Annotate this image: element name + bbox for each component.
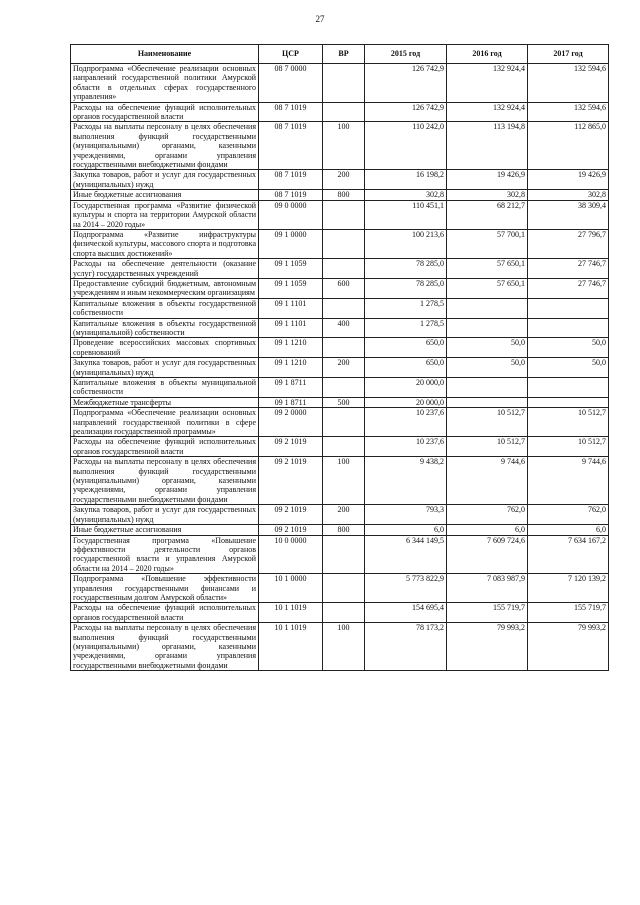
cell-2017: 38 309,4 <box>528 200 609 229</box>
table-row <box>71 358 609 378</box>
page-number: 27 <box>315 14 325 24</box>
cell-2017: 50,0 <box>528 338 609 358</box>
cell-2016: 57 700,1 <box>447 229 528 258</box>
table-row <box>71 64 609 103</box>
cell-name: Расходы на обеспечение функций исполнительных органов государственной власти <box>71 603 259 623</box>
cell-vr <box>323 200 365 229</box>
cell-name: Проведение всероссийских массовых спортивных соревнований <box>71 338 259 358</box>
cell-2017: 50,0 <box>528 358 609 378</box>
cell-2016: 79 993,2 <box>447 623 528 671</box>
cell-vr: 200 <box>323 170 365 190</box>
cell-name: Подпрограмма «Обеспечение реализации основных направлений государственной политики в сфере реализации государственной программы» <box>71 408 259 437</box>
table-row <box>71 437 609 457</box>
cell-vr <box>323 408 365 437</box>
table-row <box>71 298 609 318</box>
header-csr: ЦСР <box>259 45 323 64</box>
cell-2016: 68 212,7 <box>447 200 528 229</box>
cell-vr <box>323 298 365 318</box>
cell-2015: 110 242,0 <box>365 122 447 170</box>
cell-csr: 09 1 0000 <box>259 229 323 258</box>
cell-2017: 132 594,6 <box>528 102 609 122</box>
table-row <box>71 457 609 505</box>
cell-name: Подпрограмма «Повышение эффективности управления государственными финансами и государственным долгом Амурской области» <box>71 574 259 603</box>
cell-2017: 27 746,7 <box>528 278 609 298</box>
cell-2016: 302,8 <box>447 190 528 200</box>
table-row <box>71 229 609 258</box>
header-2017: 2017 год <box>528 45 609 64</box>
cell-2015: 126 742,9 <box>365 64 447 103</box>
cell-2017 <box>528 318 609 338</box>
cell-2016: 10 512,7 <box>447 408 528 437</box>
cell-2015: 10 237,6 <box>365 437 447 457</box>
cell-name: Расходы на обеспечение деятельности (оказание услуг) государственных учреждений <box>71 259 259 279</box>
cell-2017: 9 744,6 <box>528 457 609 505</box>
cell-vr <box>323 603 365 623</box>
cell-2015: 6,0 <box>365 525 447 535</box>
cell-2015: 154 695,4 <box>365 603 447 623</box>
cell-vr <box>323 574 365 603</box>
cell-csr: 08 7 1019 <box>259 102 323 122</box>
header-2016: 2016 год <box>447 45 528 64</box>
header-name: Наименование <box>71 45 259 64</box>
cell-csr: 10 1 0000 <box>259 574 323 603</box>
table-row <box>71 122 609 170</box>
cell-csr: 09 2 1019 <box>259 525 323 535</box>
table-row <box>71 259 609 279</box>
cell-csr: 08 7 1019 <box>259 190 323 200</box>
cell-2017: 155 719,7 <box>528 603 609 623</box>
cell-vr <box>323 378 365 398</box>
header-vr: ВР <box>323 45 365 64</box>
cell-csr: 09 2 1019 <box>259 437 323 457</box>
header-2015: 2015 год <box>365 45 447 64</box>
table-row <box>71 525 609 535</box>
cell-2016 <box>447 397 528 407</box>
cell-csr: 10 1 1019 <box>259 623 323 671</box>
cell-csr: 08 7 1019 <box>259 170 323 190</box>
cell-vr: 200 <box>323 358 365 378</box>
cell-name: Расходы на обеспечение функций исполнительных органов государственной власти <box>71 102 259 122</box>
cell-2016: 155 719,7 <box>447 603 528 623</box>
cell-csr: 09 1 8711 <box>259 397 323 407</box>
table-row <box>71 378 609 398</box>
cell-2015: 20 000,0 <box>365 397 447 407</box>
cell-2015: 16 198,2 <box>365 170 447 190</box>
cell-2015: 110 451,1 <box>365 200 447 229</box>
cell-2016: 9 744,6 <box>447 457 528 505</box>
cell-name: Закупка товаров, работ и услуг для государственных (муниципальных) нужд <box>71 505 259 525</box>
cell-2017 <box>528 378 609 398</box>
cell-2017: 132 594,6 <box>528 64 609 103</box>
cell-csr: 09 1 1210 <box>259 338 323 358</box>
cell-2016: 6,0 <box>447 525 528 535</box>
cell-vr: 100 <box>323 623 365 671</box>
cell-csr: 09 2 0000 <box>259 408 323 437</box>
cell-name: Государственная программа «Развитие физической культуры и спорта на территории Амурской области на 2014 – 2020 годы» <box>71 200 259 229</box>
cell-2017: 302,8 <box>528 190 609 200</box>
cell-2017: 10 512,7 <box>528 437 609 457</box>
cell-csr: 09 2 1019 <box>259 505 323 525</box>
cell-2016: 57 650,1 <box>447 259 528 279</box>
cell-csr: 09 0 0000 <box>259 200 323 229</box>
cell-2016: 113 194,8 <box>447 122 528 170</box>
cell-csr: 10 0 0000 <box>259 535 323 574</box>
cell-name: Закупка товаров, работ и услуг для государственных (муниципальных) нужд <box>71 170 259 190</box>
cell-2017: 112 865,0 <box>528 122 609 170</box>
cell-vr: 100 <box>323 122 365 170</box>
cell-name: Капитальные вложения в объекты государственной собственности <box>71 298 259 318</box>
cell-2015: 793,3 <box>365 505 447 525</box>
table-row <box>71 535 609 574</box>
cell-2015: 9 438,2 <box>365 457 447 505</box>
cell-2015: 650,0 <box>365 338 447 358</box>
cell-2017: 7 634 167,2 <box>528 535 609 574</box>
budget-table <box>70 44 609 671</box>
cell-2015: 78 173,2 <box>365 623 447 671</box>
cell-vr: 200 <box>323 505 365 525</box>
cell-2016: 132 924,4 <box>447 64 528 103</box>
table-row <box>71 505 609 525</box>
cell-2017: 7 120 139,2 <box>528 574 609 603</box>
cell-2017: 79 993,2 <box>528 623 609 671</box>
cell-vr <box>323 102 365 122</box>
cell-name: Предоставление субсидий бюджетным, автономным учреждениям и иным некоммерческим организациям <box>71 278 259 298</box>
table-row <box>71 170 609 190</box>
cell-name: Межбюджетные трансферты <box>71 397 259 407</box>
cell-2015: 1 278,5 <box>365 318 447 338</box>
cell-vr <box>323 535 365 574</box>
table-row <box>71 574 609 603</box>
cell-2016: 50,0 <box>447 338 528 358</box>
cell-vr <box>323 259 365 279</box>
cell-vr <box>323 338 365 358</box>
cell-name: Иные бюджетные ассигнования <box>71 190 259 200</box>
cell-2015: 78 285,0 <box>365 259 447 279</box>
table-row <box>71 408 609 437</box>
cell-csr: 09 1 8711 <box>259 378 323 398</box>
cell-2017: 27 746,7 <box>528 259 609 279</box>
cell-2015: 78 285,0 <box>365 278 447 298</box>
table-row <box>71 397 609 407</box>
cell-csr: 09 1 1059 <box>259 259 323 279</box>
cell-name: Закупка товаров, работ и услуг для государственных (муниципальных) нужд <box>71 358 259 378</box>
cell-name: Расходы на выплаты персоналу в целях обеспечения выполнения функций государственными (муниципальными) органами, казенными учреждениями, органами управления государственными внебюджетными фондами <box>71 623 259 671</box>
cell-vr: 600 <box>323 278 365 298</box>
cell-2017 <box>528 298 609 318</box>
cell-2017: 762,0 <box>528 505 609 525</box>
cell-vr: 400 <box>323 318 365 338</box>
cell-2016 <box>447 318 528 338</box>
cell-2015: 20 000,0 <box>365 378 447 398</box>
cell-name: Государственная программа «Повышение эффективности деятельности органов государственной власти и управления Амурской области на 2014 – 2020 годы» <box>71 535 259 574</box>
cell-2016 <box>447 298 528 318</box>
cell-name: Подпрограмма «Развитие инфраструктуры физической культуры, массового спорта и подготовка спорта высших достижений» <box>71 229 259 258</box>
cell-2016: 50,0 <box>447 358 528 378</box>
cell-vr: 800 <box>323 525 365 535</box>
cell-csr: 09 1 1059 <box>259 278 323 298</box>
table-row <box>71 102 609 122</box>
cell-vr: 100 <box>323 457 365 505</box>
cell-name: Расходы на обеспечение функций исполнительных органов государственной власти <box>71 437 259 457</box>
table-row <box>71 190 609 200</box>
table-row <box>71 603 609 623</box>
cell-2016: 10 512,7 <box>447 437 528 457</box>
cell-csr: 09 1 1210 <box>259 358 323 378</box>
cell-2016: 57 650,1 <box>447 278 528 298</box>
cell-2016: 7 083 987,9 <box>447 574 528 603</box>
cell-2017: 27 796,7 <box>528 229 609 258</box>
cell-csr: 10 1 1019 <box>259 603 323 623</box>
cell-csr: 08 7 1019 <box>259 122 323 170</box>
cell-2017: 6,0 <box>528 525 609 535</box>
cell-name: Капитальные вложения в объекты государственной (муниципальной) собственности <box>71 318 259 338</box>
cell-vr <box>323 229 365 258</box>
cell-2015: 302,8 <box>365 190 447 200</box>
cell-name: Расходы на выплаты персоналу в целях обеспечения выполнения функций государственными (муниципальными) органами, казенными учреждениями, органами управления государственными внебюджетными фондами <box>71 122 259 170</box>
cell-name: Иные бюджетные ассигнования <box>71 525 259 535</box>
cell-vr <box>323 64 365 103</box>
cell-name: Расходы на выплаты персоналу в целях обеспечения выполнения функций государственными (муниципальными) органами, казенными учреждениями, органами управления государственными внебюджетными фондами <box>71 457 259 505</box>
cell-csr: 09 1 1101 <box>259 298 323 318</box>
cell-vr: 500 <box>323 397 365 407</box>
cell-2015: 6 344 149,5 <box>365 535 447 574</box>
cell-2015: 650,0 <box>365 358 447 378</box>
cell-2015: 100 213,6 <box>365 229 447 258</box>
cell-csr: 08 7 0000 <box>259 64 323 103</box>
table-row <box>71 200 609 229</box>
table-row <box>71 623 609 671</box>
cell-2015: 5 773 822,9 <box>365 574 447 603</box>
cell-2015: 10 237,6 <box>365 408 447 437</box>
cell-2016 <box>447 378 528 398</box>
cell-name: Капитальные вложения в объекты муниципальной собственности <box>71 378 259 398</box>
cell-2017 <box>528 397 609 407</box>
table-row <box>71 338 609 358</box>
cell-2017: 19 426,9 <box>528 170 609 190</box>
cell-vr: 800 <box>323 190 365 200</box>
cell-2016: 132 924,4 <box>447 102 528 122</box>
table-row <box>71 318 609 338</box>
cell-2015: 1 278,5 <box>365 298 447 318</box>
cell-2016: 7 609 724,6 <box>447 535 528 574</box>
cell-2015: 126 742,9 <box>365 102 447 122</box>
cell-csr: 09 1 1101 <box>259 318 323 338</box>
table-header-row <box>71 45 609 64</box>
cell-csr: 09 2 1019 <box>259 457 323 505</box>
table-body <box>71 64 609 671</box>
cell-2016: 762,0 <box>447 505 528 525</box>
table-row <box>71 278 609 298</box>
cell-vr <box>323 437 365 457</box>
cell-2016: 19 426,9 <box>447 170 528 190</box>
cell-2017: 10 512,7 <box>528 408 609 437</box>
cell-name: Подпрограмма «Обеспечение реализации основных направлений государственной политики Амурской области в отдельных сферах государственного управления» <box>71 64 259 103</box>
